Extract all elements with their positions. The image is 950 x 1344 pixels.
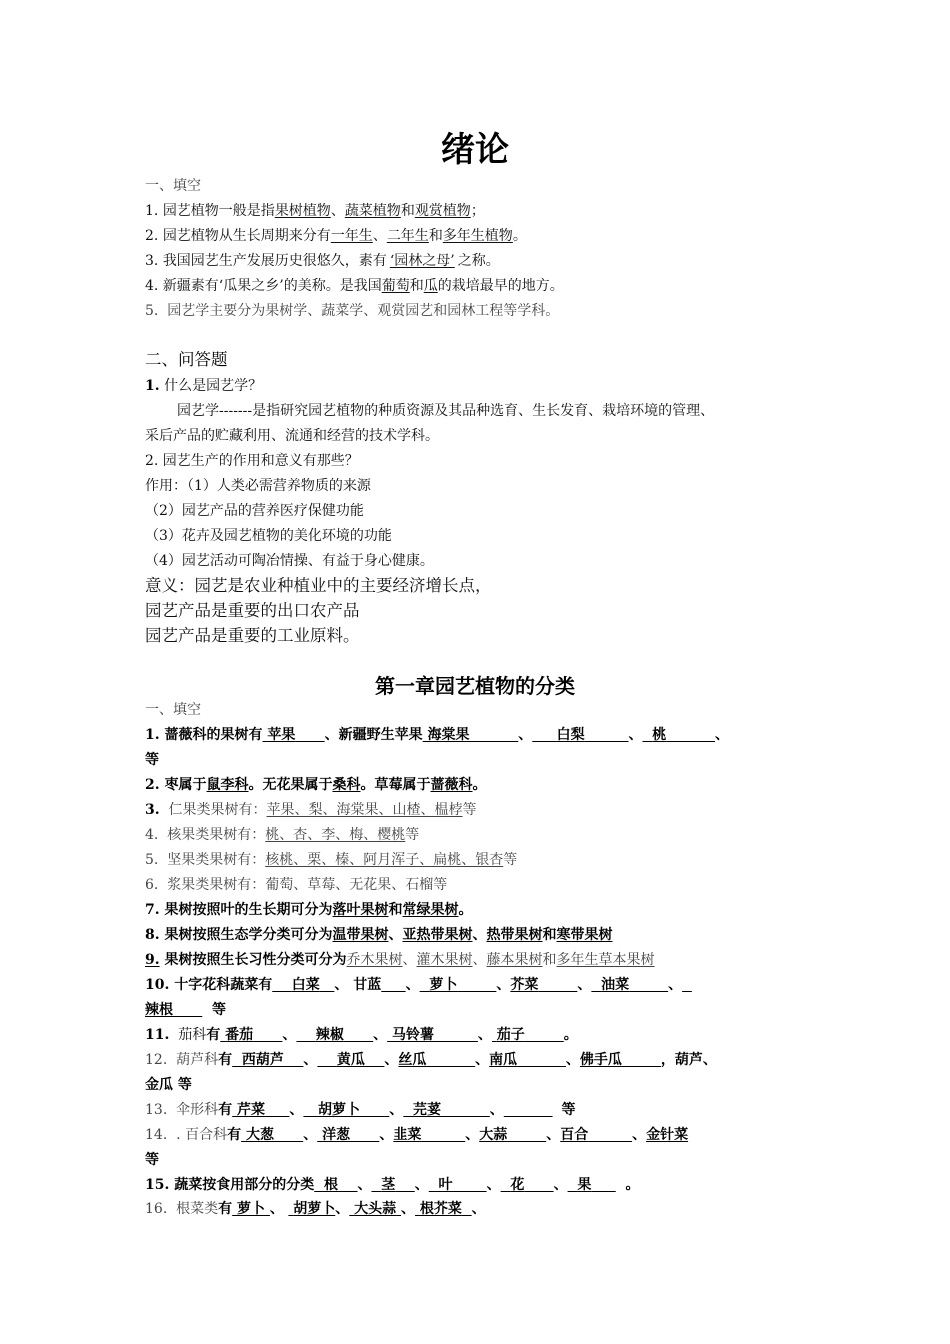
answer-text: 茎	[381, 1177, 396, 1193]
separator: 、	[330, 203, 345, 219]
answer	[646, 1125, 688, 1145]
answer-text: 金针菜	[646, 1127, 689, 1143]
intro-fill-1	[145, 201, 825, 221]
answer: 一年生	[330, 228, 373, 244]
separator: 、	[628, 727, 643, 743]
item-text: 葫芦科	[176, 1052, 219, 1068]
answer: 瓜	[423, 278, 438, 294]
item-number: 4.	[145, 827, 159, 843]
ch1-fill-1	[145, 725, 825, 745]
section-heading-qa: 二、问答题	[145, 350, 228, 369]
answer	[371, 1175, 414, 1195]
item-number: 4.	[145, 278, 159, 294]
answer-text: 果	[577, 1177, 592, 1193]
answer-1-line-1: 园艺学-------是指研究园艺植物的种质资源及其品种选育、生长发育、栽培环境的管理、	[177, 403, 715, 419]
item-text: 核果类果树有：	[167, 827, 266, 843]
question-text: 什么是园艺学？	[164, 378, 263, 394]
answer	[492, 1025, 564, 1045]
ch1-fill-5	[145, 850, 825, 870]
answer-text: 芥菜	[510, 977, 539, 993]
item-text: 等	[212, 1002, 226, 1018]
section-heading-fill: 一、填空	[145, 178, 201, 194]
answer-text: 白梨	[556, 727, 585, 743]
item-text: 甘蓝	[353, 977, 382, 993]
item-text: 。草莓属于	[360, 777, 431, 793]
answer	[145, 1000, 202, 1020]
ch1-fill-4	[145, 825, 825, 845]
role-line-2: （2）园艺产品的营养医疗保健功能	[145, 503, 364, 519]
answer	[415, 1199, 472, 1219]
ch1-fill-8	[145, 925, 825, 945]
answer	[501, 1175, 554, 1195]
item-number: 16.	[145, 1201, 168, 1217]
answer	[314, 1175, 357, 1195]
item-text: 有	[227, 1127, 242, 1143]
question-1	[145, 376, 825, 396]
answer-text: 韭菜	[393, 1127, 422, 1143]
item-text: 15. 蔬菜按食用部分的分类	[145, 1177, 315, 1193]
item-text: 之称。	[457, 253, 500, 269]
answer-text: 油菜	[601, 977, 630, 993]
answer: 桃、杏、李、梅、樱桃	[265, 827, 406, 843]
answer	[489, 1050, 566, 1070]
answer: 灌木果树	[416, 952, 473, 968]
answer-text: 萝卜	[237, 1201, 266, 1217]
role-line-4: （4）园艺活动可陶冶情操、有益于身心健康。	[145, 553, 434, 569]
ch1-fill-10-cont	[145, 1000, 825, 1020]
answer	[560, 1125, 632, 1145]
separator: 和	[400, 203, 415, 219]
answer-text: 胡萝卜	[293, 1201, 336, 1217]
separator: 、	[402, 952, 417, 968]
answer: 寒带果树	[556, 927, 613, 943]
separator: 和	[542, 927, 557, 943]
chapter-title: 第一章园艺植物的分类	[375, 674, 575, 698]
answer	[420, 975, 497, 995]
item-text: 坚果类果树有：	[167, 852, 266, 868]
separator: 、	[334, 977, 349, 993]
item-text: 新疆素有‘瓜果之乡’的美称。是我国	[162, 278, 382, 294]
answer-text: 萝卜	[429, 977, 458, 993]
answer	[241, 1125, 303, 1145]
meaning-line-1: 意义：园艺是农业种植业中的主要经济增长点，	[145, 576, 492, 595]
answer	[387, 1025, 478, 1045]
ch1-fill-6	[145, 875, 825, 895]
answer-text: 芫荽	[413, 1102, 442, 1118]
item-text: 。	[472, 777, 487, 793]
ch1-fill-2	[145, 775, 825, 795]
answer	[272, 975, 334, 995]
answer	[643, 725, 716, 745]
answer: 蔬菜植物	[344, 203, 401, 219]
separator: 和	[542, 952, 557, 968]
answer-text: 南瓜	[489, 1052, 518, 1068]
item-text: ，葫芦、	[660, 1052, 717, 1068]
answer-text: 花	[510, 1177, 525, 1193]
answer: 藤本果树	[486, 952, 543, 968]
item-text: 茄科	[178, 1027, 207, 1043]
answer	[393, 1125, 465, 1145]
ch1-fill-16: 16. 根菜类有 萝卜 、 胡萝卜、 大头蒜 、 根芥菜 、	[145, 1201, 486, 1217]
item-text: 伞形科	[176, 1102, 219, 1118]
ch1-fill-13: 13. 伞形科有 芹菜 、 胡萝卜 、 芫荽 、 等	[145, 1102, 576, 1118]
answer	[317, 1050, 384, 1070]
role-line-3: （3）花卉及园艺植物的美化环境的功能	[145, 528, 392, 544]
answer	[232, 1050, 303, 1070]
answer-text: 大葱	[245, 1127, 274, 1143]
answer: 乔木果树	[346, 952, 403, 968]
item-number: 3.	[145, 253, 159, 269]
ch1-fill-14-cont: 等	[145, 1152, 159, 1168]
answer	[532, 725, 628, 745]
item-number: 1.	[145, 203, 159, 219]
ch1-fill-12: 12. 葫芦科有 西葫芦 、 黄瓜 、丝瓜 、南瓜 、佛手瓜 ，葫芦、	[145, 1052, 717, 1068]
meaning-line-2: 园艺产品是重要的出口农产品	[145, 601, 360, 620]
separator: 、	[372, 228, 387, 244]
answer: 苹果、梨、海棠果、山楂、榅桲	[266, 802, 463, 818]
answer-text: 茄子	[496, 1027, 525, 1043]
item-text: 园艺植物一般是指	[162, 203, 275, 219]
separator: 、	[577, 977, 592, 993]
chapter-fill-heading: 一、填空	[145, 702, 201, 718]
answer: 多年生草本果树	[556, 952, 655, 968]
item-text: 有	[218, 1052, 233, 1068]
answer: 鼠李科	[206, 777, 249, 793]
separator: 、	[405, 977, 420, 993]
answer	[580, 1050, 661, 1070]
answer: 亚热带果树	[402, 927, 473, 943]
separator: 、	[668, 977, 683, 993]
item-number: 13.	[145, 1102, 168, 1118]
item-text: 10. 十字花科蔬菜有	[145, 977, 273, 993]
separator: ；	[470, 203, 485, 219]
answer	[232, 1199, 270, 1219]
intro-fill-2	[145, 226, 825, 246]
item-text: 2. 枣属于	[145, 777, 207, 793]
answer	[232, 1100, 289, 1120]
answer: 二年生	[386, 228, 429, 244]
answer	[288, 1199, 335, 1219]
answer: 葡萄	[381, 278, 410, 294]
separator: 和	[428, 228, 443, 244]
answer-text: 大头蒜	[354, 1201, 397, 1217]
item-number: 12.	[145, 1052, 168, 1068]
answer	[591, 975, 668, 995]
answer-text: 叶	[438, 1177, 453, 1193]
item-text: 等	[405, 827, 420, 843]
intro-fill-5	[145, 301, 825, 321]
item-text: 8. 果树按照生态学分类可分为	[145, 927, 333, 943]
answer	[403, 1100, 490, 1120]
ch1-fill-3	[145, 800, 825, 820]
answer	[349, 1199, 401, 1219]
ch1-fill-12-cont: 金瓜 等	[145, 1077, 192, 1093]
separator: 、	[715, 727, 729, 743]
answer-text: 白菜	[291, 977, 320, 993]
answer	[263, 725, 325, 745]
answer	[398, 1050, 475, 1070]
answer: 温带果树	[332, 927, 389, 943]
item-text: 有	[218, 1201, 233, 1217]
ch1-fill-14: 14. . 百合科有 大葱 、 洋葱 、韭菜 、大蒜 、百合 、金针菜	[145, 1127, 689, 1143]
ch1-fill-9	[145, 950, 825, 970]
item-number: 3.	[145, 802, 160, 818]
answer	[429, 1175, 487, 1195]
item-text: 有	[206, 1027, 221, 1043]
answer-text: 洋葱	[322, 1127, 351, 1143]
answer: 核桃、栗、榛、阿月浑子、扁桃、银杏	[265, 852, 504, 868]
item-text: . 百合科	[176, 1127, 228, 1143]
answer	[510, 975, 577, 995]
answer-text: 番茄	[225, 1027, 254, 1043]
item-text: 仁果类果树有：	[168, 802, 267, 818]
item-number: 1.	[145, 378, 160, 394]
item-text: 有	[218, 1102, 233, 1118]
separator: 。	[625, 1177, 640, 1193]
item-text: 。无花果属于	[248, 777, 333, 793]
answer	[220, 1025, 282, 1045]
item-number: 14.	[145, 1127, 168, 1143]
answer	[317, 1125, 379, 1145]
question-2: 2. 园艺生产的作用和意义有那些？	[145, 453, 359, 469]
separator: 。	[563, 1027, 578, 1043]
item-number: 6.	[145, 877, 159, 893]
answer-text: 西葫芦	[241, 1052, 284, 1068]
answer-text: 根芥菜	[419, 1201, 462, 1217]
separator: 、	[518, 727, 533, 743]
intro-fill-3	[145, 251, 825, 271]
separator: 和	[409, 278, 424, 294]
item-text: 我国园艺生产发展历史很悠久，素有	[162, 253, 387, 269]
answer-text: 海棠果	[427, 727, 470, 743]
intro-fill-4	[145, 276, 825, 296]
meaning-line-3: 园艺产品是重要的工业原料。	[145, 626, 360, 645]
separator: 、	[496, 977, 511, 993]
role-line-1: 作用：（1）人类必需营养物质的来源	[145, 478, 371, 494]
separator: 、	[388, 927, 403, 943]
item-text: 果树按照生长习性分类可分为	[159, 952, 347, 968]
answer	[296, 1025, 373, 1045]
answer-text: 苹果	[267, 727, 296, 743]
answer: 常绿果树	[402, 902, 459, 918]
item-text: 1. 蔷薇科的果树有	[145, 727, 263, 743]
answer-text: 胡萝卜	[318, 1102, 361, 1118]
item-text: 7. 果树按照叶的生长期可分为	[145, 902, 333, 918]
answer	[568, 1175, 616, 1195]
item-text: 园艺植物从生长周期来分有	[162, 228, 331, 244]
answer: 热带果树	[486, 927, 543, 943]
item-text: 根菜类	[176, 1201, 219, 1217]
answer: 落叶果树	[332, 902, 389, 918]
separator: 。	[512, 228, 527, 244]
answer	[423, 725, 519, 745]
separator: 和	[388, 902, 403, 918]
answer-text: 辣椒	[315, 1027, 344, 1043]
answer-text: 桃	[652, 727, 667, 743]
answer-text: 马铃薯	[392, 1027, 435, 1043]
item-text: 等	[561, 1102, 576, 1118]
answer: ‘园林之母’	[389, 253, 455, 269]
item-number: 11.	[145, 1027, 170, 1043]
item-number: 9.	[145, 952, 160, 968]
answer	[504, 1100, 553, 1120]
answer-text: 芹菜	[237, 1102, 266, 1118]
ch1-fill-15: 15. 蔬菜按食用部分的分类 根 、 茎 、 叶 、 花 、 果 。	[145, 1177, 640, 1193]
answer-text: 百合	[560, 1127, 589, 1143]
ch1-fill-11: 11. 茄科有 番茄 、 辣椒 、 马铃薯 、 茄子 。	[145, 1027, 578, 1043]
answer: 蔷薇科	[430, 777, 473, 793]
answer	[479, 1125, 546, 1145]
answer: 果树植物	[274, 203, 331, 219]
page-title: 绪论	[441, 130, 509, 170]
answer: 观赏植物	[414, 203, 471, 219]
answer-text: 丝瓜	[398, 1052, 427, 1068]
item-text: 的栽培最早的地方。	[437, 278, 564, 294]
item-text: 浆果类果树有：葡萄、草莓、无花果、石榴等	[167, 877, 448, 893]
answer: 桑科	[332, 777, 361, 793]
item-number: 5.	[145, 303, 159, 319]
item-text: 园艺学主要分为果树学、蔬菜学、观赏园艺和园林工程等学科。	[167, 303, 560, 319]
answer	[381, 975, 405, 995]
separator: 、	[472, 952, 487, 968]
item-text: 。	[458, 902, 473, 918]
item-number: 2.	[145, 228, 159, 244]
answer-text: 佛手瓜	[579, 1052, 622, 1068]
ch1-fill-7	[145, 900, 825, 920]
answer-text: 大蒜	[479, 1127, 508, 1143]
answer	[682, 975, 692, 995]
separator: 、	[472, 927, 487, 943]
item-text: 等	[462, 802, 477, 818]
answer-text: 根	[323, 1177, 338, 1193]
answer-1-line-2: 采后产品的贮藏利用、流通和经营的技术学科。	[145, 428, 439, 444]
item-number: 5.	[145, 852, 159, 868]
answer	[303, 1100, 389, 1120]
ch1-fill-10	[145, 975, 825, 995]
ch1-fill-1-cont: 等	[145, 752, 159, 768]
answer: 多年生植物	[442, 228, 513, 244]
item-text: 等	[503, 852, 518, 868]
item-text: 、新疆野生苹果	[324, 727, 423, 743]
answer-text: 黄瓜	[336, 1052, 365, 1068]
answer-text: 辣根	[145, 1002, 173, 1018]
